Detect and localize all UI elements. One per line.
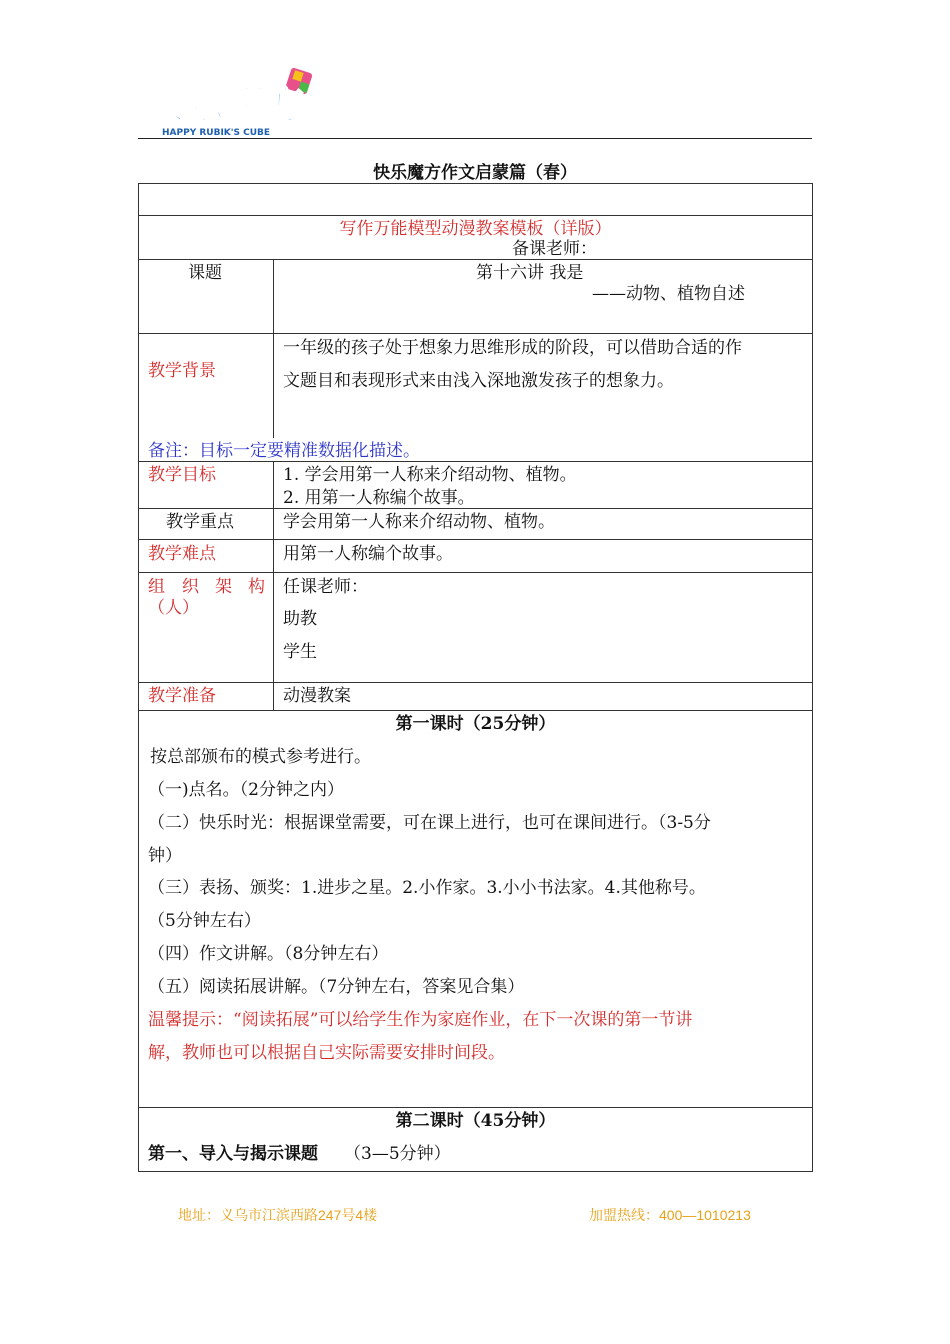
logo-text: 快乐魔方 xyxy=(144,82,304,128)
lesson1-tip: 温馨提示：“阅读拓展”可以给学生作为家庭作业，在下一次课的第一节讲 xyxy=(148,1010,693,1030)
lesson1-line: 钟） xyxy=(148,846,182,866)
brand-logo xyxy=(140,68,320,140)
background-label: 教学背景 xyxy=(148,361,216,381)
column-divider xyxy=(273,259,274,438)
organization-item: 任课老师： xyxy=(283,577,368,597)
lesson1-line: （二）快乐时光：根据课堂需要，可在课上进行，也可在课间进行。（3-5分 xyxy=(148,813,711,833)
lesson2-section-time: （3—5分钟） xyxy=(344,1144,451,1164)
organization-label-line2: （人） xyxy=(148,598,199,618)
organization-label-char: 架 xyxy=(215,577,232,597)
divider xyxy=(138,682,813,683)
difficulty-value: 用第一人称编个故事。 xyxy=(283,544,453,564)
lesson1-line: （四）作文讲解。（8分钟左右） xyxy=(148,944,389,964)
document-title: 快乐魔方作文启蒙篇（春） xyxy=(373,163,577,183)
lesson1-tip: 解，教师也可以根据自己实际需要安排时间段。 xyxy=(148,1043,505,1063)
lesson1-line: （一)点名。（2分钟之内） xyxy=(148,780,344,800)
lesson1-line: （五）阅读拓展讲解。（7分钟左右，答案见合集） xyxy=(148,977,525,997)
divider xyxy=(138,333,813,334)
key-point-label: 教学重点 xyxy=(166,512,234,532)
lesson1-heading: 第一课时（25分钟） xyxy=(395,714,556,734)
lesson2-section-title: 第一、导入与揭示课题 xyxy=(148,1144,318,1164)
prep-teacher-label: 备课老师： xyxy=(512,239,597,259)
divider xyxy=(138,215,813,216)
key-point-value: 学会用第一人称来介绍动物、植物。 xyxy=(283,512,555,532)
topic-label: 课题 xyxy=(188,263,222,283)
divider xyxy=(138,259,813,260)
organization-item: 学生 xyxy=(283,642,317,662)
organization-label-char: 组 xyxy=(148,577,165,597)
objective-item: 2. 用第一人称编个故事。 xyxy=(283,488,475,508)
divider xyxy=(138,710,813,711)
background-line2: 文题目和表现形式来由浅入深地激发孩子的想象力。 xyxy=(283,371,674,391)
footer-hotline: 加盟热线：400—1010213 xyxy=(589,1207,751,1223)
column-divider xyxy=(273,461,274,710)
lesson2-heading: 第二课时（45分钟） xyxy=(395,1111,556,1131)
difficulty-label: 教学难点 xyxy=(148,544,216,564)
brand-logo-graphic xyxy=(140,68,320,140)
organization-item: 助教 xyxy=(283,609,317,629)
header-rule xyxy=(138,138,812,139)
divider xyxy=(138,1107,813,1108)
divider xyxy=(138,508,813,509)
logo-subtext: HAPPY RUBIK'S CUBE xyxy=(162,128,271,138)
topic-line2: ——动物、植物自述 xyxy=(592,284,745,304)
lesson1-line: 按总部颁布的模式参考进行。 xyxy=(150,747,371,767)
footer-address: 地址：义乌市江滨西路247号4楼 xyxy=(178,1207,378,1223)
objectives-label: 教学目标 xyxy=(148,465,216,485)
template-title: 写作万能模型动漫教案模板（详版） xyxy=(339,219,612,239)
lesson1-line: （5分钟左右） xyxy=(148,911,261,931)
background-line1: 一年级的孩子处于想象力思维形成的阶段，可以借助合适的作 xyxy=(283,338,742,358)
preparation-label: 教学准备 xyxy=(148,686,216,706)
note-text: 备注：目标一定要精准数据化描述。 xyxy=(148,441,420,461)
organization-label-char: 织 xyxy=(182,577,199,597)
lesson1-line: （三）表扬、颁奖：1.进步之星。2.小作家。3.小小书法家。4.其他称号。 xyxy=(148,878,706,898)
topic-line1: 第十六讲 我是 xyxy=(476,263,584,283)
divider xyxy=(138,539,813,540)
divider xyxy=(138,572,813,573)
preparation-value: 动漫教案 xyxy=(283,686,351,706)
objective-item: 1. 学会用第一人称来介绍动物、植物。 xyxy=(283,465,577,485)
organization-label-char: 构 xyxy=(248,577,265,597)
